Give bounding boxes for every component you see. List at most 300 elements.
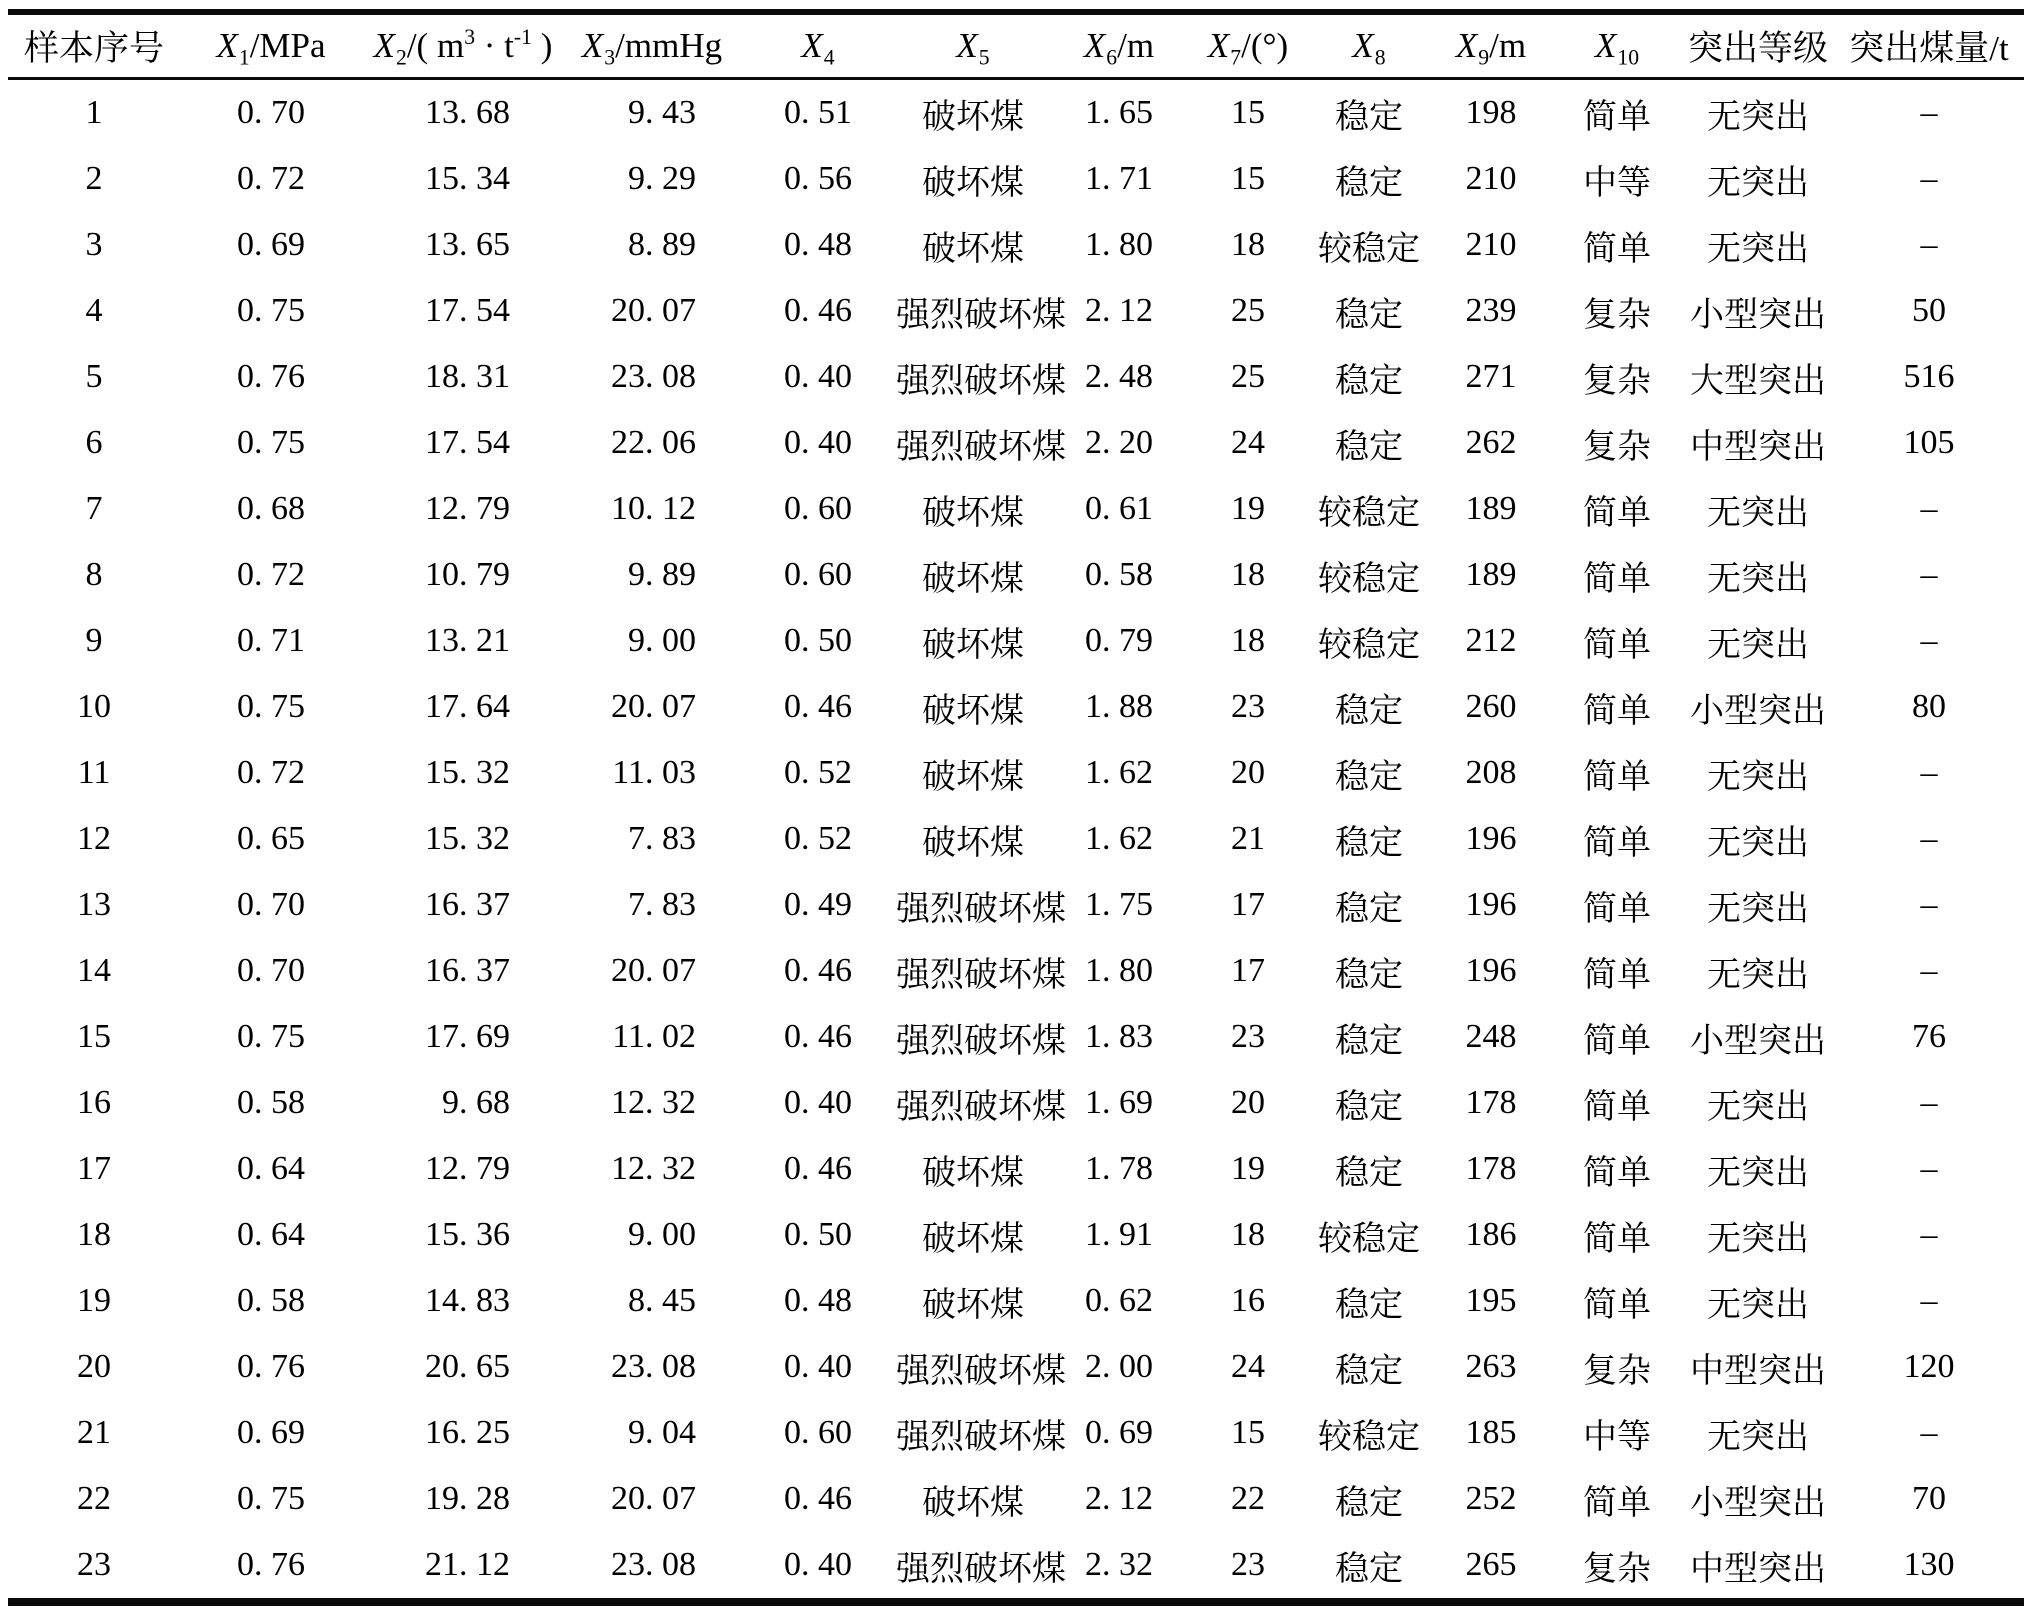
cell-x9: 210	[1465, 226, 1517, 263]
cell-x6: 1. 75	[1085, 886, 1153, 923]
cell-sample: 4	[85, 292, 103, 329]
cell-x5: 破坏煤	[922, 758, 1024, 796]
cell-x3: 8. 45	[628, 1282, 696, 1319]
cell-x9: 239	[1465, 292, 1517, 329]
table-row	[8, 1070, 2024, 1136]
cell-amount: –	[1920, 820, 1938, 857]
cell-grade: 小型突出	[1690, 1484, 1826, 1522]
cell-x8: 较稳定	[1318, 560, 1420, 598]
cell-x8: 稳定	[1335, 1286, 1403, 1324]
cell-x8: 较稳定	[1318, 230, 1420, 268]
cell-x8: 稳定	[1335, 428, 1403, 466]
cell-sample: 16	[77, 1084, 111, 1121]
cell-x6: 1. 65	[1085, 94, 1153, 131]
cell-x7: 20	[1231, 754, 1265, 791]
cell-x6: 2. 32	[1085, 1546, 1153, 1583]
cell-x1: 0. 75	[237, 688, 305, 725]
cell-x8: 稳定	[1335, 164, 1403, 202]
cell-x5: 破坏煤	[922, 230, 1024, 268]
cell-x4: 0. 48	[784, 1282, 852, 1319]
table-row	[8, 1400, 2024, 1466]
cell-x2: 12. 79	[425, 490, 510, 527]
cell-amount: –	[1920, 160, 1938, 197]
cell-x1: 0. 58	[237, 1084, 305, 1121]
cell-x2: 13. 65	[425, 226, 510, 263]
cell-x2: 14. 83	[425, 1282, 510, 1319]
cell-x6: 1. 62	[1085, 754, 1153, 791]
cell-grade: 无突出	[1707, 1220, 1809, 1258]
cell-x1: 0. 76	[237, 1348, 305, 1385]
cell-x9: 252	[1465, 1480, 1517, 1517]
cell-x10: 中等	[1583, 1418, 1651, 1456]
table-row	[8, 872, 2024, 938]
cell-x3: 11. 02	[612, 1018, 696, 1055]
cell-sample: 13	[77, 886, 111, 923]
table-row	[8, 79, 2024, 147]
cell-x6: 2. 20	[1085, 424, 1153, 461]
cell-x9: 265	[1465, 1546, 1517, 1583]
cell-grade: 小型突出	[1690, 692, 1826, 730]
cell-x4: 0. 49	[784, 886, 852, 923]
cell-x1: 0. 70	[237, 94, 305, 131]
cell-x7: 24	[1231, 1348, 1265, 1385]
cell-x1: 0. 72	[237, 754, 305, 791]
cell-amount: 120	[1903, 1348, 1955, 1385]
cell-x10: 简单	[1583, 1088, 1651, 1126]
cell-x4: 0. 46	[784, 1018, 852, 1055]
cell-x8: 稳定	[1335, 362, 1403, 400]
cell-x3: 23. 08	[611, 1546, 696, 1583]
cell-x6: 0. 79	[1085, 622, 1153, 659]
cell-x2: 16. 25	[425, 1414, 510, 1451]
cell-sample: 8	[85, 556, 103, 593]
cell-grade: 无突出	[1707, 1418, 1809, 1456]
cell-x9: 189	[1465, 556, 1517, 593]
cell-x3: 10. 12	[611, 490, 696, 527]
cell-x1: 0. 70	[237, 886, 305, 923]
cell-x2: 16. 37	[425, 952, 510, 989]
cell-x10: 简单	[1583, 1286, 1651, 1324]
cell-grade: 中型突出	[1690, 428, 1826, 466]
cell-x3: 9. 89	[628, 556, 696, 593]
cell-x4: 0. 60	[784, 556, 852, 593]
cell-amount: 130	[1903, 1546, 1955, 1583]
cell-x5: 破坏煤	[922, 824, 1024, 862]
cell-x7: 22	[1231, 1480, 1265, 1517]
cell-x10: 简单	[1583, 626, 1651, 664]
table-row	[8, 344, 2024, 410]
cell-x2: 15. 32	[425, 754, 510, 791]
table-row	[8, 278, 2024, 344]
cell-x5: 破坏煤	[922, 1220, 1024, 1258]
cell-x8: 稳定	[1335, 1352, 1403, 1390]
cell-grade: 中型突出	[1690, 1550, 1826, 1588]
cell-x10: 简单	[1583, 1154, 1651, 1192]
cell-sample: 12	[77, 820, 111, 857]
cell-sample: 7	[85, 490, 103, 527]
cell-x1: 0. 69	[237, 1414, 305, 1451]
cell-sample: 5	[85, 358, 103, 395]
cell-x3: 20. 07	[611, 688, 696, 725]
cell-grade: 无突出	[1707, 1088, 1809, 1126]
cell-x9: 178	[1465, 1150, 1517, 1187]
cell-x7: 20	[1231, 1084, 1265, 1121]
cell-x6: 1. 83	[1085, 1018, 1153, 1055]
cell-x8: 稳定	[1335, 956, 1403, 994]
cell-x5: 强烈破坏煤	[896, 1352, 1066, 1390]
cell-x5: 破坏煤	[922, 98, 1024, 136]
cell-x10: 简单	[1583, 758, 1651, 796]
column-header-x1: $X_1$/MPa	[180, 12, 362, 79]
cell-sample: 21	[77, 1414, 111, 1451]
column-header-amount: 突出煤量/t	[1834, 12, 2024, 79]
cell-x10: 简单	[1583, 1022, 1651, 1060]
cell-x2: 15. 32	[425, 820, 510, 857]
cell-grade: 无突出	[1707, 494, 1809, 532]
cell-grade: 无突出	[1707, 164, 1809, 202]
cell-sample: 9	[85, 622, 103, 659]
cell-x10: 复杂	[1583, 362, 1651, 400]
cell-x1: 0. 76	[237, 358, 305, 395]
cell-x2: 17. 54	[425, 292, 510, 329]
cell-x9: 196	[1465, 952, 1517, 989]
cell-x3: 9. 00	[628, 1216, 696, 1253]
cell-x2: 15. 36	[425, 1216, 510, 1253]
column-header-x10: $X_{10}$	[1552, 12, 1682, 79]
cell-x5: 破坏煤	[922, 164, 1024, 202]
cell-x9: 189	[1465, 490, 1517, 527]
cell-x7: 18	[1231, 556, 1265, 593]
cell-sample: 17	[77, 1150, 111, 1187]
table-row	[8, 1466, 2024, 1532]
cell-x3: 11. 03	[612, 754, 696, 791]
cell-x6: 0. 58	[1085, 556, 1153, 593]
cell-x6: 1. 80	[1085, 226, 1153, 263]
cell-x8: 稳定	[1335, 1484, 1403, 1522]
cell-x2: 20. 65	[425, 1348, 510, 1385]
cell-amount: –	[1920, 1150, 1938, 1187]
cell-x10: 简单	[1583, 956, 1651, 994]
cell-x10: 简单	[1583, 890, 1651, 928]
cell-grade: 无突出	[1707, 230, 1809, 268]
cell-x8: 稳定	[1335, 1550, 1403, 1588]
table-row	[8, 806, 2024, 872]
table-row	[8, 608, 2024, 674]
cell-x1: 0. 65	[237, 820, 305, 857]
cell-x4: 0. 60	[784, 490, 852, 527]
cell-x8: 稳定	[1335, 692, 1403, 730]
cell-x3: 12. 32	[611, 1084, 696, 1121]
cell-sample: 1	[85, 94, 103, 131]
table-row	[8, 1136, 2024, 1202]
table-row	[8, 1202, 2024, 1268]
cell-x4: 0. 40	[784, 424, 852, 461]
cell-x3: 20. 07	[611, 952, 696, 989]
cell-x8: 较稳定	[1318, 1418, 1420, 1456]
cell-amount: –	[1920, 556, 1938, 593]
cell-x7: 24	[1231, 424, 1265, 461]
cell-x8: 稳定	[1335, 1154, 1403, 1192]
cell-x1: 0. 72	[237, 160, 305, 197]
cell-amount: 76	[1912, 1018, 1946, 1055]
cell-grade: 小型突出	[1690, 296, 1826, 334]
cell-x8: 较稳定	[1318, 1220, 1420, 1258]
cell-x4: 0. 56	[784, 160, 852, 197]
cell-x4: 0. 52	[784, 820, 852, 857]
cell-x10: 复杂	[1583, 428, 1651, 466]
cell-x7: 25	[1231, 358, 1265, 395]
cell-x10: 简单	[1583, 824, 1651, 862]
cell-amount: –	[1920, 226, 1938, 263]
cell-x5: 破坏煤	[922, 1286, 1024, 1324]
cell-x6: 1. 71	[1085, 160, 1153, 197]
cell-x4: 0. 60	[784, 1414, 852, 1451]
cell-x3: 7. 83	[628, 886, 696, 923]
cell-x9: 195	[1465, 1282, 1517, 1319]
cell-x5: 强烈破坏煤	[896, 1550, 1066, 1588]
cell-x4: 0. 40	[784, 1546, 852, 1583]
cell-x4: 0. 46	[784, 292, 852, 329]
cell-x1: 0. 75	[237, 1480, 305, 1517]
cell-x1: 0. 69	[237, 226, 305, 263]
cell-amount: –	[1920, 1216, 1938, 1253]
cell-x3: 20. 07	[611, 1480, 696, 1517]
cell-x6: 2. 00	[1085, 1348, 1153, 1385]
table-body	[8, 79, 2024, 1603]
cell-grade: 无突出	[1707, 1286, 1809, 1324]
table-row	[8, 146, 2024, 212]
cell-x4: 0. 46	[784, 952, 852, 989]
cell-x6: 2. 48	[1085, 358, 1153, 395]
cell-x2: 13. 21	[425, 622, 510, 659]
cell-x7: 16	[1231, 1282, 1265, 1319]
cell-x2: 18. 31	[425, 358, 510, 395]
cell-x10: 复杂	[1583, 1352, 1651, 1390]
cell-x2: 13. 68	[425, 94, 510, 131]
cell-x4: 0. 52	[784, 754, 852, 791]
cell-grade: 无突出	[1707, 758, 1809, 796]
cell-x4: 0. 46	[784, 1480, 852, 1517]
cell-x10: 简单	[1583, 98, 1651, 136]
cell-x2: 17. 69	[425, 1018, 510, 1055]
cell-x1: 0. 70	[237, 952, 305, 989]
cell-x10: 简单	[1583, 494, 1651, 532]
cell-x9: 271	[1465, 358, 1517, 395]
cell-x8: 稳定	[1335, 1022, 1403, 1060]
cell-x3: 23. 08	[611, 1348, 696, 1385]
cell-x4: 0. 46	[784, 688, 852, 725]
cell-x10: 简单	[1583, 230, 1651, 268]
column-header-x3: $X_3$/mmHg	[564, 12, 740, 79]
cell-x2: 10. 79	[425, 556, 510, 593]
cell-x6: 0. 69	[1085, 1414, 1153, 1451]
column-header-x4: $X_4$	[740, 12, 896, 79]
cell-x5: 强烈破坏煤	[896, 428, 1066, 466]
cell-sample: 2	[85, 160, 103, 197]
cell-x6: 1. 78	[1085, 1150, 1153, 1187]
cell-sample: 20	[77, 1348, 111, 1385]
cell-x8: 稳定	[1335, 758, 1403, 796]
cell-x1: 0. 68	[237, 490, 305, 527]
cell-amount: –	[1920, 1282, 1938, 1319]
cell-amount: –	[1920, 952, 1938, 989]
cell-x6: 1. 91	[1085, 1216, 1153, 1253]
cell-x4: 0. 50	[784, 1216, 852, 1253]
cell-sample: 11	[77, 754, 111, 791]
cell-sample: 18	[77, 1216, 111, 1253]
cell-x9: 186	[1465, 1216, 1517, 1253]
cell-x6: 1. 69	[1085, 1084, 1153, 1121]
cell-x8: 稳定	[1335, 824, 1403, 862]
cell-x5: 强烈破坏煤	[896, 890, 1066, 928]
cell-x5: 强烈破坏煤	[896, 1022, 1066, 1060]
cell-x7: 21	[1231, 820, 1265, 857]
cell-x1: 0. 58	[237, 1282, 305, 1319]
cell-x7: 19	[1231, 490, 1265, 527]
cell-x8: 较稳定	[1318, 626, 1420, 664]
cell-grade: 无突出	[1707, 824, 1809, 862]
cell-x4: 0. 50	[784, 622, 852, 659]
table-row	[8, 674, 2024, 740]
cell-x9: 185	[1465, 1414, 1517, 1451]
cell-amount: –	[1920, 1414, 1938, 1451]
cell-sample: 10	[77, 688, 111, 725]
cell-x9: 212	[1465, 622, 1517, 659]
cell-x2: 19. 28	[425, 1480, 510, 1517]
cell-x3: 12. 32	[611, 1150, 696, 1187]
cell-sample: 6	[85, 424, 103, 461]
cell-amount: –	[1920, 490, 1938, 527]
cell-x2: 15. 34	[425, 160, 510, 197]
table-row	[8, 1532, 2024, 1602]
cell-x2: 21. 12	[425, 1546, 510, 1583]
cell-x10: 简单	[1583, 1220, 1651, 1258]
cell-amount: 70	[1912, 1480, 1946, 1517]
table-row	[8, 410, 2024, 476]
cell-x5: 破坏煤	[922, 560, 1024, 598]
cell-amount: 105	[1903, 424, 1955, 461]
cell-x9: 196	[1465, 886, 1517, 923]
cell-grade: 无突出	[1707, 956, 1809, 994]
cell-x10: 简单	[1583, 692, 1651, 730]
cell-x6: 1. 88	[1085, 688, 1153, 725]
cell-x5: 强烈破坏煤	[896, 362, 1066, 400]
cell-sample: 3	[85, 226, 103, 263]
column-header-grade: 突出等级	[1682, 12, 1834, 79]
cell-grade: 无突出	[1707, 98, 1809, 136]
cell-x8: 稳定	[1335, 296, 1403, 334]
table-row	[8, 212, 2024, 278]
cell-x1: 0. 76	[237, 1546, 305, 1583]
cell-sample: 15	[77, 1018, 111, 1055]
cell-x4: 0. 40	[784, 1084, 852, 1121]
header-row	[8, 12, 2024, 79]
cell-sample: 14	[77, 952, 111, 989]
cell-x9: 178	[1465, 1084, 1517, 1121]
cell-x3: 23. 08	[611, 358, 696, 395]
cell-sample: 23	[77, 1546, 111, 1583]
cell-x7: 18	[1231, 1216, 1265, 1253]
cell-grade: 无突出	[1707, 560, 1809, 598]
cell-x1: 0. 64	[237, 1150, 305, 1187]
column-header-x5: $X_5$	[896, 12, 1050, 79]
cell-x4: 0. 46	[784, 1150, 852, 1187]
cell-x8: 稳定	[1335, 890, 1403, 928]
cell-x7: 25	[1231, 292, 1265, 329]
table-row	[8, 938, 2024, 1004]
cell-amount: –	[1920, 754, 1938, 791]
cell-amount: –	[1920, 94, 1938, 131]
cell-x8: 稳定	[1335, 98, 1403, 136]
cell-x1: 0. 75	[237, 1018, 305, 1055]
cell-x9: 196	[1465, 820, 1517, 857]
cell-x2: 17. 54	[425, 424, 510, 461]
cell-x3: 9. 04	[628, 1414, 696, 1451]
cell-amount: –	[1920, 886, 1938, 923]
cell-x6: 2. 12	[1085, 1480, 1153, 1517]
cell-x10: 简单	[1583, 560, 1651, 598]
cell-x6: 0. 62	[1085, 1282, 1153, 1319]
cell-amount: 80	[1912, 688, 1946, 725]
cell-x7: 19	[1231, 1150, 1265, 1187]
cell-x7: 18	[1231, 226, 1265, 263]
cell-x9: 210	[1465, 160, 1517, 197]
cell-x5: 强烈破坏煤	[896, 296, 1066, 334]
cell-amount: –	[1920, 1084, 1938, 1121]
cell-x4: 0. 40	[784, 1348, 852, 1385]
cell-x6: 0. 61	[1085, 490, 1153, 527]
cell-x3: 8. 89	[628, 226, 696, 263]
cell-x5: 强烈破坏煤	[896, 1418, 1066, 1456]
cell-x3: 9. 00	[628, 622, 696, 659]
cell-x3: 20. 07	[611, 292, 696, 329]
cell-x9: 262	[1465, 424, 1517, 461]
cell-x5: 破坏煤	[922, 692, 1024, 730]
cell-x7: 18	[1231, 622, 1265, 659]
cell-x9: 208	[1465, 754, 1517, 791]
cell-x7: 23	[1231, 688, 1265, 725]
column-header-x8: $X_8$	[1308, 12, 1430, 79]
cell-x5: 破坏煤	[922, 626, 1024, 664]
cell-grade: 无突出	[1707, 626, 1809, 664]
cell-x4: 0. 51	[784, 94, 852, 131]
cell-sample: 22	[77, 1480, 111, 1517]
cell-x5: 强烈破坏煤	[896, 956, 1066, 994]
cell-x5: 破坏煤	[922, 1154, 1024, 1192]
cell-x5: 破坏煤	[922, 1484, 1024, 1522]
table-row	[8, 1334, 2024, 1400]
cell-x10: 中等	[1583, 164, 1651, 202]
cell-x3: 9. 43	[628, 94, 696, 131]
cell-x2: 9. 68	[442, 1084, 510, 1121]
cell-amount: –	[1920, 622, 1938, 659]
column-header-sample: 样本序号	[8, 12, 180, 79]
cell-x6: 1. 80	[1085, 952, 1153, 989]
cell-x9: 260	[1465, 688, 1517, 725]
cell-x7: 23	[1231, 1018, 1265, 1055]
cell-x4: 0. 40	[784, 358, 852, 395]
cell-grade: 无突出	[1707, 1154, 1809, 1192]
cell-x1: 0. 71	[237, 622, 305, 659]
cell-amount: 516	[1903, 358, 1955, 395]
cell-grade: 小型突出	[1690, 1022, 1826, 1060]
column-header-x9: $X_9/m$	[1430, 12, 1552, 79]
cell-x5: 强烈破坏煤	[896, 1088, 1066, 1126]
sample-data-table	[8, 9, 2024, 1606]
cell-x6: 2. 12	[1085, 292, 1153, 329]
cell-x9: 198	[1465, 94, 1517, 131]
table-row	[8, 476, 2024, 542]
